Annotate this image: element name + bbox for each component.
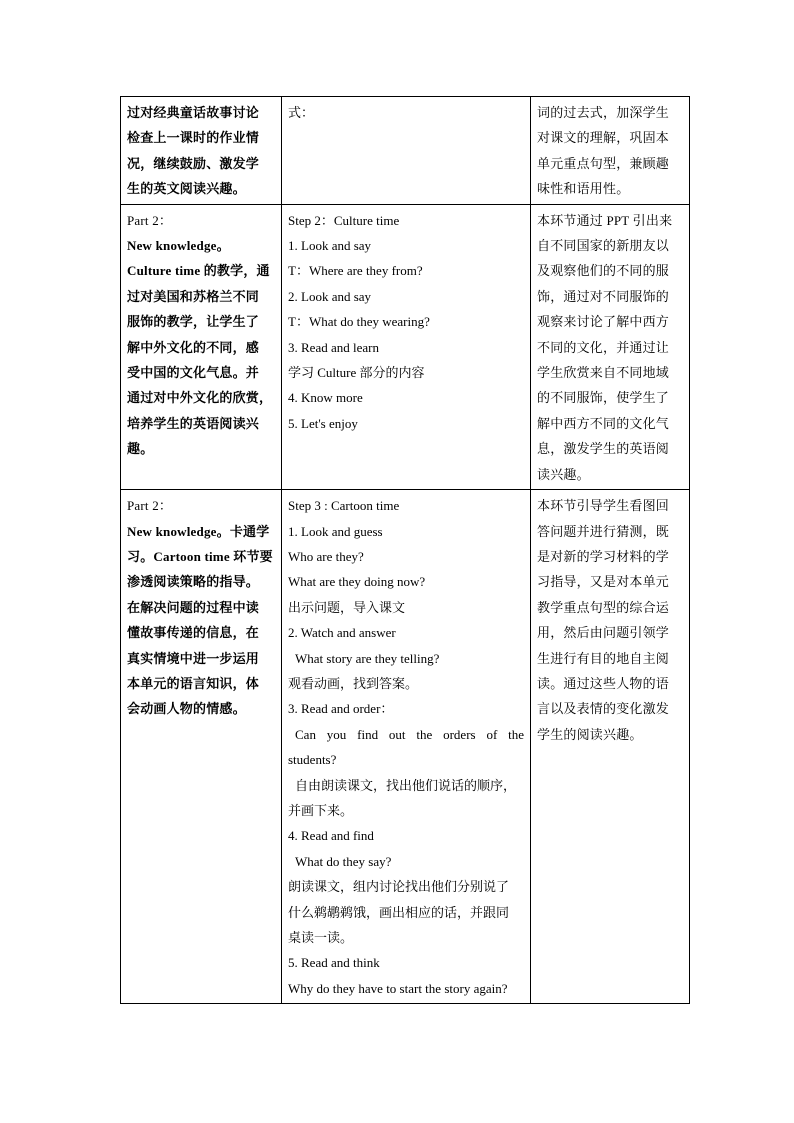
cell-text-line: 检查上一课时的作业情 xyxy=(127,130,260,146)
cell-text-line: 过对美国和苏格兰不同 xyxy=(127,288,260,304)
cell-text-line: 5. Read and think xyxy=(288,955,380,971)
cell-text-line: Part 2： xyxy=(127,212,173,228)
cell-text-line: 是对新的学习材料的学 xyxy=(537,548,670,564)
cell-text-line: 的不同服饰，使学生了 xyxy=(537,390,670,406)
cell-text-line: Culture time 的教学，通 xyxy=(127,263,270,279)
cell-text-line: 本环节通过 PPT 引出来 xyxy=(537,212,673,228)
table-row xyxy=(121,97,690,205)
cell-text-line: 息，激发学生的英语阅 xyxy=(537,441,670,457)
cell-text-line: 4. Know more xyxy=(288,390,363,406)
cell-text-line: 况，继续鼓励、激发学 xyxy=(127,155,260,171)
cell-text-line: 及观察他们的不同的服 xyxy=(537,263,670,279)
cell-text-line: 过对经典童话故事讨论 xyxy=(127,105,260,120)
cell-text-line: 味性和语用性。 xyxy=(537,181,630,197)
procedure-cell xyxy=(282,97,531,205)
cell-text-line: 学生的阅读兴趣。 xyxy=(537,726,643,742)
cell-text-line: 自不同国家的新朋友以 xyxy=(537,238,670,254)
cell-text-line: 用，然后由问题引领学 xyxy=(537,625,670,641)
cell-text-line: 在解决问题的过程中读 xyxy=(127,599,260,615)
objective-cell xyxy=(121,97,282,205)
table-row xyxy=(121,490,690,1004)
cell-text-line: 学生欣赏来自不同地域 xyxy=(537,365,670,381)
cell-text-line: 观看动画，找到答案。 xyxy=(288,675,419,691)
purpose-cell xyxy=(531,490,690,1004)
cell-text-line: 出示问题，导入课文 xyxy=(288,599,406,615)
cell-text-line: 生进行有目的地自主阅 xyxy=(537,650,670,666)
cell-text-line: 读。通过这些人物的语 xyxy=(537,675,670,691)
cell-text-line: Can you find out the orders of the xyxy=(295,726,524,742)
cell-text-line: 2. Look and say xyxy=(288,288,372,304)
cell-text-line: 饰，通过对不同服饰的 xyxy=(537,288,670,304)
cell-text-line: 5. Let's enjoy xyxy=(288,415,358,431)
cell-text-line: 4. Read and find xyxy=(288,828,374,844)
cell-text-line: 生的英文阅读兴趣。 xyxy=(127,181,246,197)
cell-text-line: 习指导，又是对本单元 xyxy=(537,574,670,590)
cell-text-line: 观察来讨论了解中西方 xyxy=(537,314,670,330)
cell-text-line: 真实情境中进一步运用 xyxy=(127,650,260,666)
cell-text-line: 并画下来。 xyxy=(288,802,354,818)
cell-text-line: 1. Look and guess xyxy=(288,523,383,539)
cell-text-line: What are they doing now? xyxy=(288,574,426,590)
cell-text-line: 本环节引导学生看图回 xyxy=(537,498,670,514)
procedure-cell xyxy=(282,204,531,489)
cell-text-line: What story are they telling? xyxy=(295,650,440,666)
cell-text-line: 习。Cartoon time 环节要 xyxy=(127,548,273,564)
cell-text-line: 3. Read and learn xyxy=(288,339,379,355)
cell-text-line: 答问题并进行猜测，既 xyxy=(537,523,670,539)
objective-cell xyxy=(121,490,282,1004)
cell-text-line: 式： xyxy=(288,105,315,120)
cell-text-line: 对课文的理解，巩固本 xyxy=(537,130,670,146)
cell-text-line: 不同的文化，并通过让 xyxy=(537,339,670,355)
purpose-cell xyxy=(531,204,690,489)
cell-text-line: 2. Watch and answer xyxy=(288,625,396,641)
cell-text-line: 服饰的教学，让学生了 xyxy=(127,314,260,330)
cell-text-line: Step 2：Culture time xyxy=(288,212,400,228)
cell-text-line: 读兴趣。 xyxy=(537,466,590,482)
cell-text-line: 3. Read and order： xyxy=(288,701,394,717)
procedure-cell xyxy=(282,490,531,1004)
cell-text-line: 桌读一读。 xyxy=(288,930,354,945)
cell-text-line: students? xyxy=(288,752,337,768)
cell-text-line: New knowledge。 xyxy=(127,238,230,254)
cell-text-line: Step 3 : Cartoon time xyxy=(288,498,400,514)
table-row xyxy=(121,204,690,489)
cell-text-line: 言以及表情的变化激发 xyxy=(537,701,670,717)
cell-text-line: 解中外文化的不同，感 xyxy=(127,339,260,355)
cell-text-line: 学习 Culture 部分的内容 xyxy=(288,365,425,381)
cell-text-line: 1. Look and say xyxy=(288,238,372,254)
cell-text-line: 本单元的语言知识，体 xyxy=(127,675,260,691)
cell-text-line: 懂故事传递的信息，在 xyxy=(127,625,260,641)
cell-text-line: 受中国的文化气息。并 xyxy=(127,365,260,381)
cell-text-line: 通过对中外文化的欣赏， xyxy=(127,390,273,406)
cell-text-line: Part 2： xyxy=(127,498,173,514)
cell-text-line: T：Where are they from? xyxy=(288,263,423,279)
cell-text-line: New knowledge。卡通学 xyxy=(127,523,270,539)
cell-text-line: 趣。 xyxy=(127,441,154,457)
cell-text-line: 渗透阅读策略的指导。 xyxy=(127,574,260,590)
objective-cell xyxy=(121,204,282,489)
cell-text-line: 解中西方不同的文化气 xyxy=(537,415,670,431)
cell-text-line: 单元重点句型，兼顾趣 xyxy=(537,155,670,171)
lesson-plan-table xyxy=(120,96,690,1004)
cell-text-line: 教学重点句型的综合运 xyxy=(537,599,670,615)
cell-text-line: Why do they have to start the story again? xyxy=(288,980,508,996)
cell-text-line: 培养学生的英语阅读兴 xyxy=(127,415,260,431)
cell-text-line: Who are they? xyxy=(288,548,364,564)
cell-text-line: What do they say? xyxy=(295,853,392,869)
cell-text-line: T：What do they wearing? xyxy=(288,314,430,330)
cell-text-line: 会动画人物的情感。 xyxy=(127,701,246,717)
purpose-cell xyxy=(531,97,690,205)
cell-text-line: 词的过去式，加深学生 xyxy=(537,105,670,120)
cell-text-line: 朗读课文，组内讨论找出他们分别说了 xyxy=(288,879,510,895)
cell-text-line: 自由朗读课文，找出他们说话的顺序， xyxy=(295,777,517,793)
cell-text-line: 什么鹈鹕鹈饿，画出相应的话，并跟同 xyxy=(288,904,510,920)
